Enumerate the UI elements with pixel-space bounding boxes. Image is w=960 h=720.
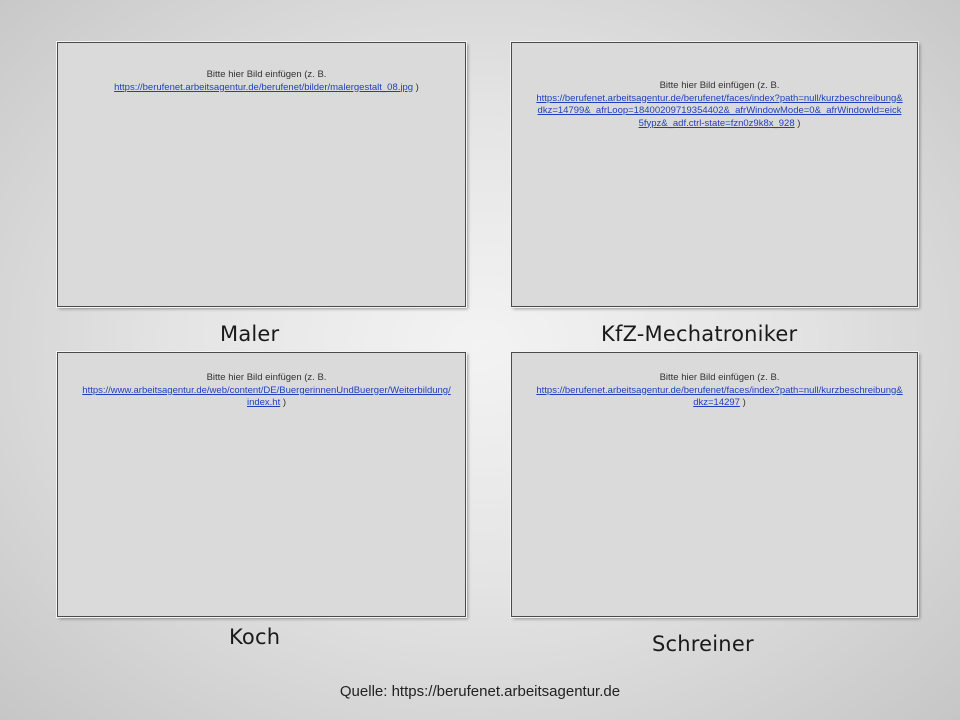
placeholder-text xyxy=(536,372,903,410)
source-link-schreiner[interactable]: https://berufenet.arbeitsagentur.de/berufenet/faces/index?path=null/kurzbeschreibung&dkz=14297 xyxy=(536,384,903,408)
source-link-maler[interactable]: https://berufenet.arbeitsagentur.de/berufenet/bilder/malergestalt_08.jpg xyxy=(114,81,414,93)
source-credit: Quelle: https://berufenet.arbeitsagentur.de xyxy=(339,683,621,700)
placeholder-prefix: Bitte hier Bild einfügen (z. B. xyxy=(659,80,780,91)
source-link-koch[interactable]: https://www.arbeitsagentur.de/web/content/DE/BuergerinnenUndBuerger/Weiterbildung/index.ht xyxy=(82,384,451,408)
placeholder-suffix: ) xyxy=(739,397,746,408)
caption-schreiner: Schreiner xyxy=(652,632,754,656)
placeholder-text xyxy=(82,69,451,94)
caption-koch: Koch xyxy=(229,625,281,649)
image-placeholder-maler xyxy=(57,42,466,307)
placeholder-prefix: Bitte hier Bild einfügen (z. B. xyxy=(206,372,327,383)
caption-kfz-mechatroniker: KfZ-Mechatroniker xyxy=(601,322,798,346)
placeholder-prefix: Bitte hier Bild einfügen (z. B. xyxy=(659,372,780,383)
placeholder-suffix: ) xyxy=(280,397,287,408)
image-placeholder-schreiner xyxy=(511,352,918,617)
caption-maler: Maler xyxy=(220,322,280,346)
placeholder-text xyxy=(536,80,903,130)
placeholder-suffix: ) xyxy=(413,81,419,93)
source-link-kfz[interactable]: https://berufenet.arbeitsagentur.de/berufenet/faces/index?path=null/kurzbeschreibung&dkz=14799&_afrLoop=18400209719354402&_afrWindowMode=0&_afrWindowId=eick5fypz&_adf.ctrl-state=fzn0z9k8x_928 xyxy=(536,92,903,129)
placeholder-text xyxy=(82,372,451,410)
image-placeholder-koch xyxy=(57,352,466,617)
image-placeholder-kfz xyxy=(511,42,918,307)
placeholder-prefix: Bitte hier Bild einfügen (z. B. xyxy=(206,69,327,80)
placeholder-suffix: ) xyxy=(794,117,801,129)
